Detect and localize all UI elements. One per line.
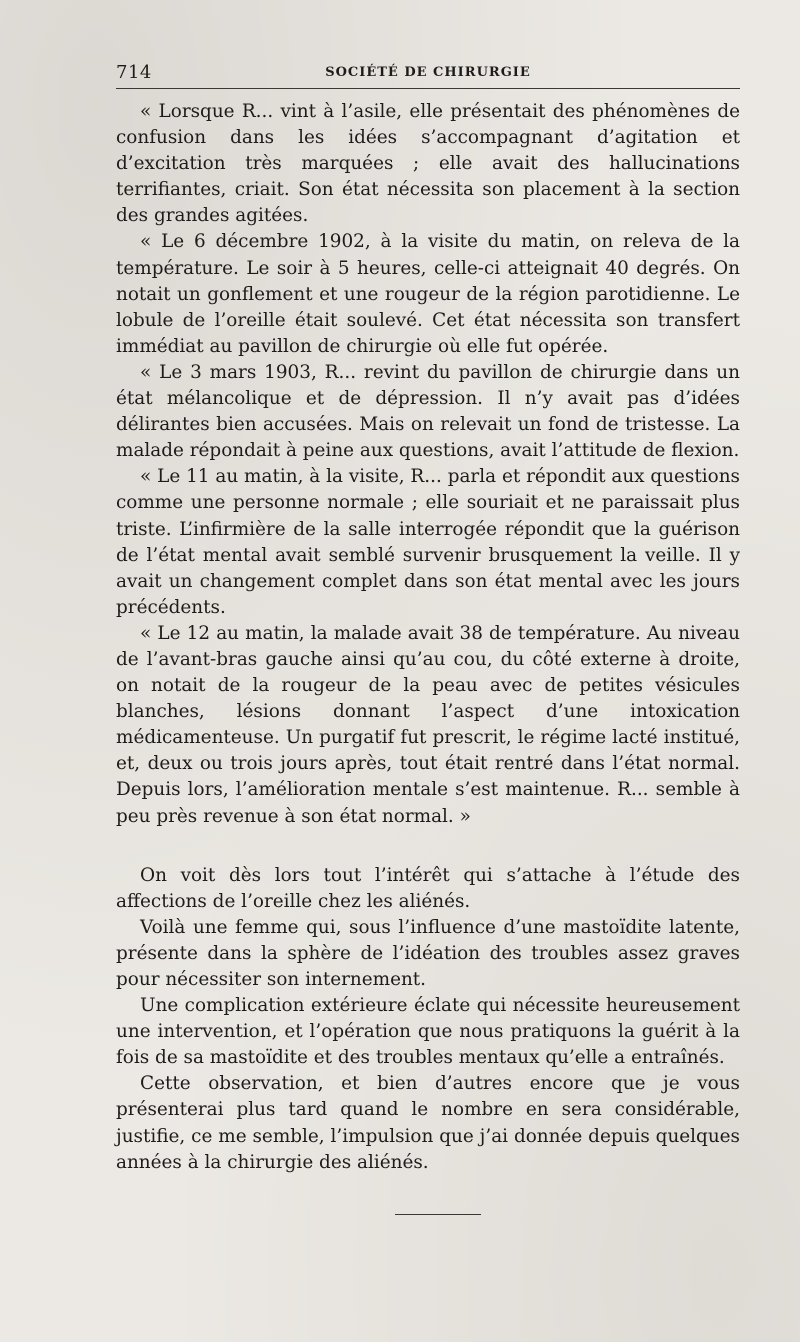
paragraph: « Le 3 mars 1903, R... revint du pavillon de chirurgie dans un état mélancolique et de dépression. Il n’y avait pas d’idées délirantes bien accusées. Mais on relevait un fond de tristesse. La malade répondait à peine aux questions, avait l’attitude de flexion. <box>116 361 740 462</box>
paragraph: « Le 11 au matin, à la visite, R... parla et répondit aux questions comme une personne normale ; elle souriait et ne paraissait plus triste. L’infirmière de la salle interrogée répondit que la guérison de l’état mental avait semblé survenir brusquement la veille. Il y avait un changement complet dans son état mental avec les jours précédents. <box>116 466 740 618</box>
journal-title: SOCIÉTÉ DE CHIRURGIE <box>325 65 531 80</box>
quoted-observation <box>116 99 740 830</box>
page-number: 714 <box>116 62 152 83</box>
paragraph: « Le 6 décembre 1902, à la visite du matin, on releva de la température. Le soir à 5 heures, celle-ci atteignait 40 degrés. On notait un gonflement et une rougeur de la région parotidienne. Le lobule de l’oreille était soulevé. Cet état nécessita son transfert immédiat au pavillon de chirurgie où elle fut opérée. <box>116 231 740 357</box>
end-rule <box>395 1214 481 1215</box>
paragraph: « Le 12 au matin, la malade avait 38 de température. Au niveau de l’avant-bras gauche ainsi qu’au cou, du côté externe à droite, on notait de la rougeur de la peau avec de petites vésicules blanches, lésions donnant l’aspect d’une intoxication médicamenteuse. Un purgatif fut prescrit, le régime lacté institué, et, deux ou trois jours après, tout était rentré dans l’état normal. Depuis lors, l’amélioration mentale s’est maintenue. R... semble à peu près revenue à son état normal. » <box>116 622 740 827</box>
paragraph: « Lorsque R... vint à l’asile, elle présentait des phénomènes de confusion dans les idées s’accompagnant d’agitation et d’excitation très marquées ; elle avait des hallucinations terrifiantes, criait. Son état nécessita son placement à la section des grandes agitées. <box>116 101 740 227</box>
commentary <box>116 863 740 1176</box>
running-head <box>116 62 740 89</box>
paragraph: Voilà une femme qui, sous l’influence d’une mastoïdite latente, présente dans la sphère de l’idéation des troubles assez graves pour nécessiter son internement. <box>116 916 740 990</box>
paragraph: Une complication extérieure éclate qui nécessite heureusement une intervention, et l’opération que nous pratiquons la guérit à la fois de sa mastoïdite et des troubles mentaux qu’elle a entraînés. <box>116 995 740 1069</box>
paragraph: Cette observation, et bien d’autres encore que je vous présenterai plus tard quand le nombre en sera considérable, justifie, ce me semble, l’impulsion que j’ai donnée depuis quelques années à la chirurgie des aliénés. <box>116 1073 740 1173</box>
paragraph: On voit dès lors tout l’intérêt qui s’attache à l’étude des affections de l’oreille chez les aliénés. <box>116 864 740 912</box>
